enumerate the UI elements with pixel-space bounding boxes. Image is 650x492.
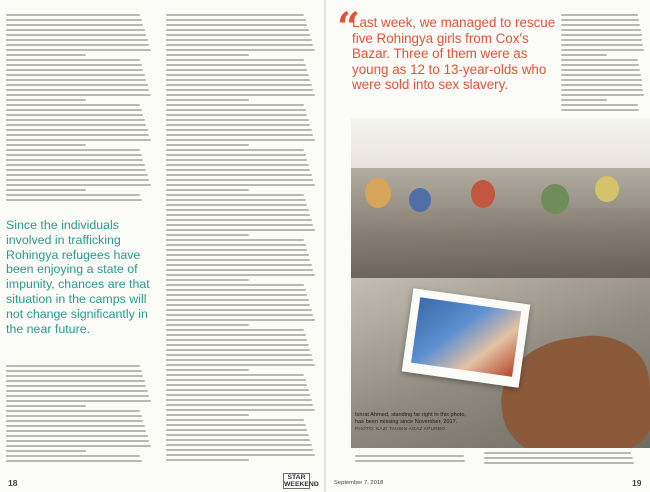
text-line [166, 324, 249, 326]
text-line [166, 144, 249, 146]
text-line [6, 184, 151, 186]
text-line [6, 420, 143, 422]
right-page-text-column-top [561, 14, 645, 114]
text-line [6, 74, 145, 76]
text-line [561, 74, 641, 76]
text-line [561, 69, 640, 71]
text-line [166, 239, 304, 241]
right-page-text-column-bottom-left [355, 455, 473, 469]
text-line [166, 79, 310, 81]
text-line [6, 445, 151, 447]
text-line [166, 349, 310, 351]
text-line [166, 454, 315, 456]
text-line [6, 174, 148, 176]
right-page-text-column-bottom-right [484, 452, 644, 469]
text-line [6, 430, 146, 432]
text-line [6, 370, 142, 372]
text-line [166, 249, 307, 251]
text-line [166, 94, 315, 96]
text-line [166, 119, 309, 121]
text-line [6, 154, 142, 156]
text-line [166, 314, 313, 316]
text-line [166, 424, 306, 426]
text-line [6, 109, 142, 111]
text-line [166, 24, 307, 26]
page-number-right: 19 [632, 478, 642, 488]
star-weekend-logo: STAR WEEKEND [284, 474, 319, 488]
text-line [166, 204, 307, 206]
text-line [6, 405, 86, 407]
text-line [166, 329, 304, 331]
text-line [6, 114, 143, 116]
text-line [166, 149, 304, 151]
left-page-text-column-2 [166, 14, 316, 468]
text-line [166, 29, 309, 31]
text-line [166, 229, 315, 231]
text-line [166, 109, 306, 111]
text-line [6, 455, 140, 457]
text-line [6, 14, 140, 16]
text-line [6, 44, 149, 46]
text-line [6, 64, 142, 66]
text-line [6, 390, 148, 392]
text-line [166, 394, 310, 396]
text-line [166, 39, 312, 41]
text-line [166, 259, 310, 261]
text-line [166, 89, 313, 91]
text-line [166, 309, 312, 311]
text-line [166, 64, 306, 66]
text-line [561, 34, 642, 36]
text-line [6, 440, 149, 442]
text-line [6, 19, 142, 21]
text-line [561, 109, 639, 111]
text-line [166, 339, 307, 341]
text-line [166, 399, 312, 401]
text-line [166, 49, 315, 51]
text-line [166, 294, 307, 296]
text-line [166, 304, 310, 306]
text-line [166, 214, 310, 216]
page-number-left: 18 [8, 478, 18, 488]
pull-quote-left: Since the individuals involved in trafficking Rohingya refugees have been enjoying a state of impunity, chances are that situation in the camps will not change significantly in the near future. [6, 218, 150, 336]
text-line [561, 84, 642, 86]
text-line [6, 460, 142, 462]
text-line [6, 375, 143, 377]
text-line [166, 139, 315, 141]
text-line [166, 389, 309, 391]
text-line [6, 189, 86, 191]
text-line [166, 69, 307, 71]
text-line [561, 19, 639, 21]
text-line [6, 59, 140, 61]
text-line [6, 144, 86, 146]
left-page-text-column-1-top [6, 14, 152, 208]
text-line [166, 14, 304, 16]
text-line [166, 449, 313, 451]
text-line [6, 139, 151, 141]
text-line [6, 159, 143, 161]
text-line [166, 274, 315, 276]
text-line [166, 174, 312, 176]
text-line [166, 184, 315, 186]
text-line [6, 129, 148, 131]
text-line [6, 99, 86, 101]
text-line [6, 425, 145, 427]
text-line [6, 199, 142, 201]
text-line [166, 319, 315, 321]
text-line [166, 284, 304, 286]
text-line [6, 49, 151, 51]
text-line [166, 84, 312, 86]
text-line [166, 379, 306, 381]
text-line [166, 289, 306, 291]
text-line [166, 444, 312, 446]
text-line [561, 104, 638, 106]
text-line [166, 429, 307, 431]
text-line [6, 179, 149, 181]
text-line [6, 164, 145, 166]
text-line [561, 14, 638, 16]
text-line [6, 69, 143, 71]
text-line [166, 59, 304, 61]
text-line [166, 224, 313, 226]
text-line [166, 114, 307, 116]
text-line [166, 169, 310, 171]
text-line [6, 169, 146, 171]
text-line [166, 199, 306, 201]
text-line [561, 89, 643, 91]
text-line [6, 54, 86, 56]
text-line [6, 395, 149, 397]
text-line [166, 409, 315, 411]
caption-text: Ishrat Ahmed, standing far right in this photo, has been missing since November, 2017. [355, 412, 467, 425]
text-line [484, 462, 634, 464]
page-gutter [324, 0, 326, 492]
pull-quote-right: Last week, we managed to rescue five Rohingya girls from Cox's Bazar. Three of them were as young as 12 to 13-year-olds who were sold into sex slavery. [352, 15, 556, 93]
text-line [166, 209, 309, 211]
text-line [166, 159, 307, 161]
text-line [561, 59, 638, 61]
text-line [6, 124, 146, 126]
text-line [6, 29, 145, 31]
text-line [6, 134, 149, 136]
text-line [166, 104, 304, 106]
text-line [6, 79, 146, 81]
text-line [484, 452, 631, 454]
open-quote-icon: “ [337, 4, 361, 51]
text-line [6, 39, 148, 41]
text-line [166, 344, 309, 346]
text-line [6, 450, 86, 452]
text-line [561, 94, 644, 96]
text-line [355, 460, 465, 462]
text-line [166, 19, 306, 21]
text-line [6, 365, 140, 367]
text-line [166, 54, 249, 56]
text-line [561, 79, 642, 81]
text-line [166, 34, 310, 36]
text-line [6, 94, 151, 96]
text-line [166, 414, 249, 416]
text-line [166, 124, 310, 126]
text-line [166, 164, 309, 166]
text-line [166, 419, 304, 421]
text-line [561, 54, 607, 56]
text-line [6, 415, 142, 417]
text-line [166, 369, 249, 371]
text-line [166, 179, 313, 181]
text-line [6, 410, 140, 412]
text-line [166, 374, 304, 376]
text-line [6, 400, 151, 402]
text-line [166, 129, 312, 131]
photo-credit: PHOTO: KAZI TAHSIN AGAZ APURBO [355, 426, 446, 432]
text-line [6, 435, 148, 437]
text-line [166, 459, 249, 461]
text-line [166, 299, 309, 301]
text-line [355, 455, 464, 457]
text-line [166, 234, 249, 236]
text-line [166, 194, 304, 196]
text-line [166, 189, 249, 191]
text-line [166, 434, 309, 436]
issue-date: September 7, 2018 [334, 480, 384, 486]
text-line [166, 254, 309, 256]
text-line [6, 194, 140, 196]
text-line [561, 24, 640, 26]
text-line [6, 149, 140, 151]
text-line [561, 49, 644, 51]
text-line [166, 364, 315, 366]
text-line [6, 380, 145, 382]
text-line [166, 279, 249, 281]
text-line [6, 104, 140, 106]
text-line [166, 384, 307, 386]
text-line [561, 99, 607, 101]
text-line [166, 404, 313, 406]
text-line [166, 244, 306, 246]
text-line [166, 99, 249, 101]
text-line [6, 84, 148, 86]
page-footer [0, 472, 650, 492]
text-line [561, 29, 641, 31]
text-line [6, 119, 145, 121]
text-line [561, 64, 639, 66]
text-line [166, 334, 306, 336]
text-line [166, 354, 312, 356]
text-line [166, 154, 306, 156]
text-line [561, 44, 643, 46]
text-line [484, 457, 633, 459]
text-line [166, 219, 312, 221]
text-line [561, 39, 642, 41]
text-line [6, 89, 149, 91]
text-line [166, 269, 313, 271]
text-line [6, 24, 143, 26]
text-line [166, 439, 310, 441]
text-line [166, 264, 312, 266]
text-line [6, 34, 146, 36]
left-page-text-column-1-bottom [6, 365, 152, 468]
text-line [166, 134, 313, 136]
rohingya-photo [351, 118, 650, 448]
photo-caption [355, 412, 473, 452]
text-line [166, 359, 313, 361]
text-line [166, 74, 309, 76]
text-line [166, 44, 313, 46]
held-photograph [402, 288, 531, 388]
text-line [6, 385, 146, 387]
